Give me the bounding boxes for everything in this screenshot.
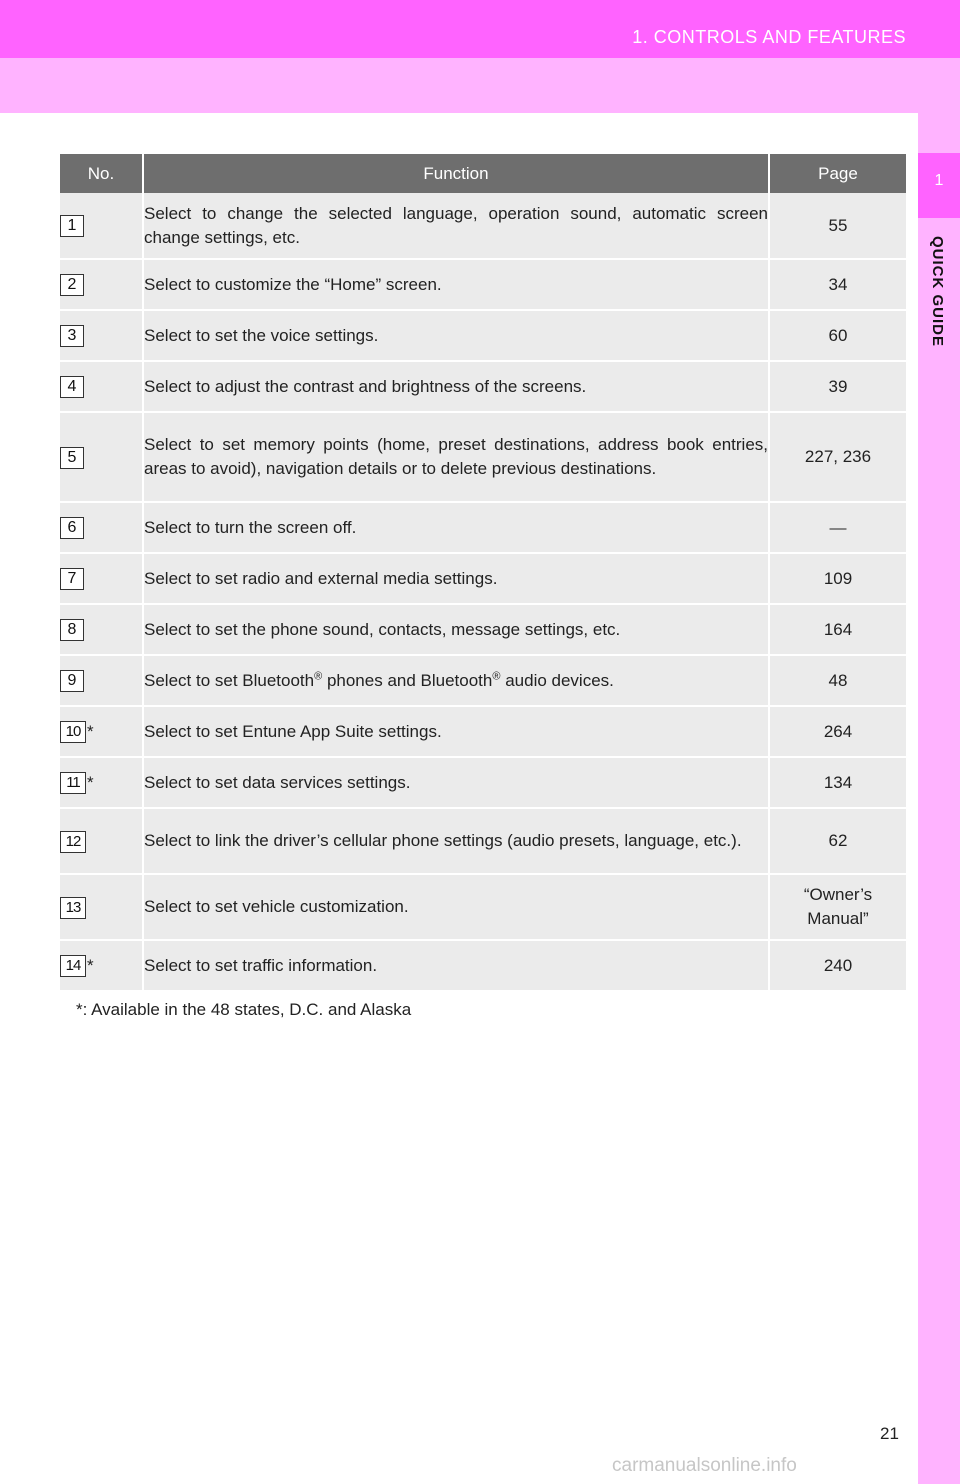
row-number-cell bbox=[60, 553, 143, 604]
row-number-box: 4 bbox=[60, 376, 84, 398]
page-reference: 134 bbox=[769, 757, 906, 808]
page-number: 21 bbox=[880, 1424, 899, 1443]
page-reference: 240 bbox=[769, 940, 906, 991]
function-description: Select to set radio and external media settings. bbox=[143, 553, 769, 604]
table-row bbox=[60, 259, 906, 310]
watermark: carmanualsonline.info bbox=[612, 1455, 797, 1476]
column-header-function: Function bbox=[143, 154, 769, 193]
page-reference: ⎯⎯ bbox=[769, 502, 906, 553]
table-row bbox=[60, 193, 906, 259]
table-row bbox=[60, 310, 906, 361]
row-number-box: 8 bbox=[60, 619, 84, 641]
function-description: Select to link the driver’s cellular phone settings (audio presets, language, etc.). bbox=[143, 808, 769, 874]
row-number-box: 11 bbox=[60, 772, 86, 794]
function-description: Select to turn the screen off. bbox=[143, 502, 769, 553]
table-row bbox=[60, 361, 906, 412]
function-description: Select to customize the “Home” screen. bbox=[143, 259, 769, 310]
row-number-cell bbox=[60, 310, 143, 361]
table-row bbox=[60, 874, 906, 940]
page-reference: 55 bbox=[769, 193, 906, 259]
row-number-cell bbox=[60, 502, 143, 553]
table-row bbox=[60, 412, 906, 502]
page-reference: 264 bbox=[769, 706, 906, 757]
side-tab-label: QUICK GUIDE bbox=[929, 236, 946, 348]
function-description: Select to change the selected language, operation sound, automatic screen change settings, etc. bbox=[143, 193, 769, 259]
page-reference: 34 bbox=[769, 259, 906, 310]
page-reference-line: “Owner’s bbox=[803, 885, 873, 904]
page-reference bbox=[769, 874, 906, 940]
row-number-box: 14 bbox=[60, 955, 86, 977]
registered-mark: ® bbox=[314, 669, 323, 682]
row-number-box: 2 bbox=[60, 274, 84, 296]
side-tab-number: 1 bbox=[934, 172, 944, 189]
page-reference: 39 bbox=[769, 361, 906, 412]
row-number-box: 1 bbox=[60, 215, 84, 237]
function-description: Select to set the phone sound, contacts, message settings, etc. bbox=[143, 604, 769, 655]
page-reference: 48 bbox=[769, 655, 906, 706]
table-row bbox=[60, 502, 906, 553]
row-number-box: 7 bbox=[60, 568, 84, 590]
row-number-cell bbox=[60, 361, 143, 412]
registered-mark: ® bbox=[492, 669, 501, 682]
page-reference: 109 bbox=[769, 553, 906, 604]
table-row bbox=[60, 553, 906, 604]
row-number-cell bbox=[60, 808, 143, 874]
function-description bbox=[143, 655, 769, 706]
row-number-cell bbox=[60, 604, 143, 655]
row-number-box: 9 bbox=[60, 670, 84, 692]
function-text-part: audio devices. bbox=[500, 670, 614, 690]
row-number-cell bbox=[60, 940, 143, 991]
function-text-part: phones and Bluetooth bbox=[322, 670, 493, 690]
page-reference: 227, 236 bbox=[769, 412, 906, 502]
availability-asterisk: * bbox=[87, 721, 94, 741]
row-number-cell bbox=[60, 757, 143, 808]
row-number-cell bbox=[60, 706, 143, 757]
page-reference-line: Manual” bbox=[807, 909, 869, 928]
row-number-box: 5 bbox=[60, 447, 84, 469]
row-number-cell bbox=[60, 874, 143, 940]
column-header-no: No. bbox=[60, 154, 143, 193]
row-number-box: 3 bbox=[60, 325, 84, 347]
function-description: Select to set vehicle customization. bbox=[143, 874, 769, 940]
function-description: Select to adjust the contrast and brightness of the screens. bbox=[143, 361, 769, 412]
function-description: Select to set Entune App Suite settings. bbox=[143, 706, 769, 757]
page-reference: 62 bbox=[769, 808, 906, 874]
page-reference: 60 bbox=[769, 310, 906, 361]
chapter-title: 1. CONTROLS AND FEATURES bbox=[632, 27, 906, 47]
column-header-page: Page bbox=[769, 154, 906, 193]
table-row bbox=[60, 655, 906, 706]
page-reference: 164 bbox=[769, 604, 906, 655]
row-number-cell bbox=[60, 193, 143, 259]
availability-asterisk: * bbox=[87, 955, 94, 975]
function-description: Select to set memory points (home, preset destinations, address book entries, areas to avoid), navigation details or to delete previous destinations. bbox=[143, 412, 769, 502]
availability-asterisk: * bbox=[87, 772, 94, 792]
row-number-cell bbox=[60, 412, 143, 502]
table-row bbox=[60, 808, 906, 874]
row-number-cell bbox=[60, 259, 143, 310]
row-number-box: 12 bbox=[60, 831, 86, 853]
row-number-box: 13 bbox=[60, 897, 86, 919]
function-description: Select to set the voice settings. bbox=[143, 310, 769, 361]
table-row bbox=[60, 604, 906, 655]
header-subband bbox=[0, 58, 960, 113]
row-number-cell bbox=[60, 655, 143, 706]
table-row bbox=[60, 940, 906, 991]
footnote: *: Available in the 48 states, D.C. and Alaska bbox=[76, 1000, 412, 1019]
table-row bbox=[60, 757, 906, 808]
function-text-part: Select to set Bluetooth bbox=[144, 670, 315, 690]
table-row bbox=[60, 706, 906, 757]
function-table bbox=[60, 154, 906, 992]
function-description: Select to set data services settings. bbox=[143, 757, 769, 808]
table-header-row bbox=[60, 154, 906, 193]
row-number-box: 6 bbox=[60, 517, 84, 539]
function-description: Select to set traffic information. bbox=[143, 940, 769, 991]
row-number-box: 10 bbox=[60, 721, 86, 743]
